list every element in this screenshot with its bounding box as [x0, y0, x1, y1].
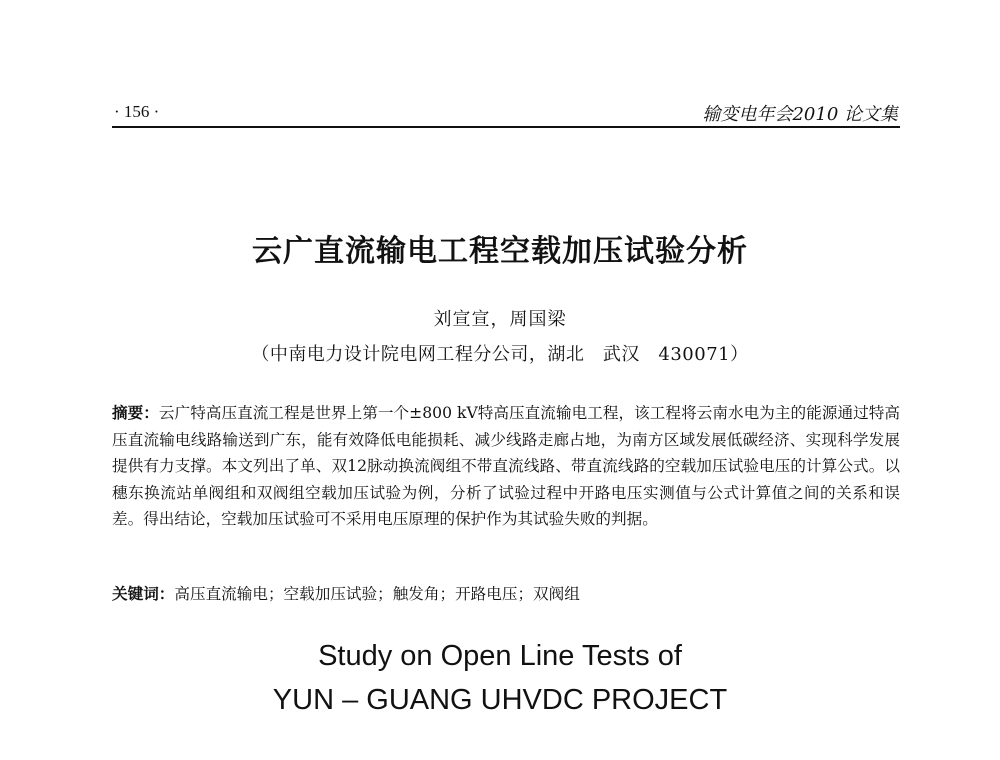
affiliation: （中南电力设计院电网工程分公司，湖北 武汉 430071）	[251, 344, 749, 365]
abstract-text: 云广特高压直流工程是世界上第一个±800 kV特高压直流输电工程，该工程将云南水电为主的能源通过特高压直流输电线路输送到广东，能有效降低电能损耗、减少线路走廊占地，为南方区域发展低碳经济、实现科学发展提供有力支撑。本文列出了单、双12脉动换流阀组不带直流线路、带直流线路的空载加压试验电压的计算公式。以穗东换流站单阀组和双阀组空载加压试验为例，分析了试验过程中开路电压实测值与公式计算值之间的关系和误差。得出结论，空载加压试验可不采用电压原理的保护作为其试验失败的判据。	[112, 404, 900, 528]
journal-name: 输变电年会2010 论文集	[702, 104, 898, 125]
keywords-text: 高压直流输电；空载加压试验；触发角；开路电压；双阀组	[174, 585, 580, 603]
paper-title-english-line2: YUN – GUANG UHVDC PROJECT	[272, 684, 728, 716]
authors: 刘宣宣，周国梁	[433, 309, 567, 330]
keywords-label: 关键词：	[112, 585, 175, 603]
running-header	[112, 96, 900, 128]
page-number: · 156 ·	[114, 102, 160, 121]
abstract-label: 摘要：	[112, 404, 159, 422]
paper-title-chinese: 云广直流输电工程空载加压试验分析	[252, 234, 748, 269]
paper-title-english-line1: Study on Open Line Tests of	[318, 640, 682, 672]
keywords	[112, 581, 900, 607]
abstract	[112, 400, 900, 533]
